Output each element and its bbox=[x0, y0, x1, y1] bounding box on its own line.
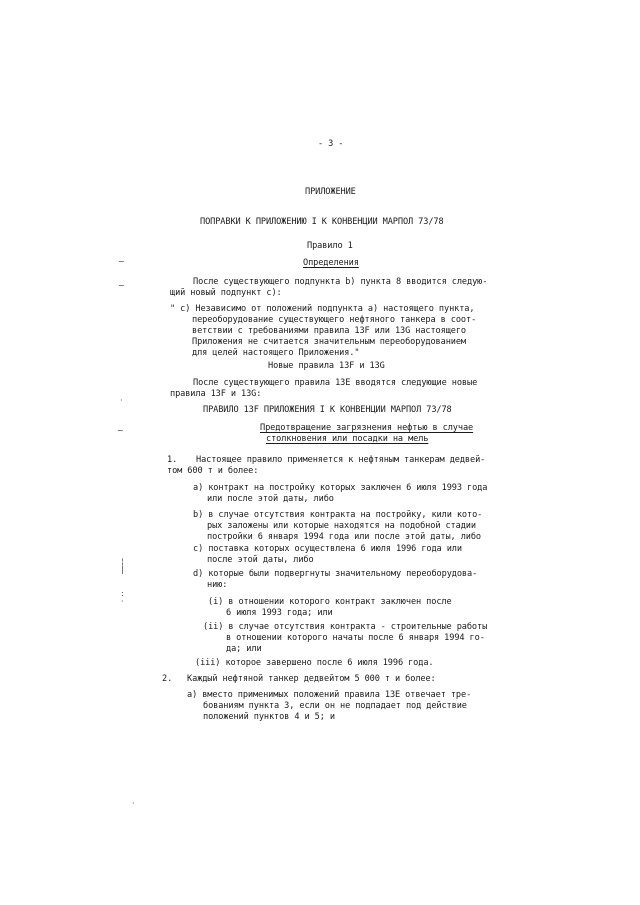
rule1-intro-line1: После существующего подпункта b) пункта 8 вводится следую- bbox=[193, 277, 488, 287]
margin-speck: | bbox=[121, 565, 124, 574]
para1-line1: Настоящее правило применяется к нефтяным танкерам дедвей- bbox=[196, 455, 486, 465]
subitem-i-line1: (i) в отношении которого контракт заключен после bbox=[208, 597, 452, 607]
page-number: - 3 - bbox=[318, 139, 344, 149]
rule13f-subtitle-line1: Предотвращение загрязнения нефтью в случае bbox=[260, 423, 474, 433]
new-rules-intro-line1: После существующего правила 13E вводятся следующие новые bbox=[193, 378, 478, 388]
item-d-line2: нию: bbox=[207, 580, 228, 590]
margin-speck: ¦ bbox=[121, 557, 124, 566]
subitem-ii-line1: (ii) в случае отсутствия контракта - строительные работы bbox=[203, 622, 488, 632]
para2-item-a-line3: положений пунктов 4 и 5; и bbox=[203, 712, 335, 722]
clause-c-line1: " c) Независимо от положений подпункта a) настоящего пункта, bbox=[170, 304, 475, 314]
margin-speck: · bbox=[132, 799, 135, 808]
item-a-line2: или после этой даты, либо bbox=[207, 494, 334, 504]
para2-item-a-line1: a) вместо применимых положений правила 13E отвечает тре- bbox=[187, 690, 472, 700]
margin-speck: ~ bbox=[118, 281, 125, 290]
rule13f-title: ПРАВИЛО 13F ПРИЛОЖЕНИЯ I К КОНВЕНЦИИ МАРПОЛ 73/78 bbox=[203, 405, 452, 415]
subitem-iii: (iii) которое завершено после 6 июля 1996 года. bbox=[195, 658, 434, 668]
clause-c-line5: для целей настоящего Приложения." bbox=[192, 348, 360, 358]
rule13f-subtitle-line2: столкновения или посадки на мель bbox=[266, 434, 429, 444]
rule1-intro-line2: щий новый подпункт c): bbox=[170, 288, 282, 298]
clause-c-line4: Приложения не считается значительным переоборудованием bbox=[192, 337, 466, 347]
margin-speck: ~ bbox=[117, 426, 124, 435]
margin-speck: ~ bbox=[118, 257, 125, 266]
rule1-title: Правило 1 bbox=[307, 241, 353, 251]
item-c-line2: после этой даты, либо bbox=[207, 555, 314, 565]
subitem-ii-line2: в отношении которого начаты после 6 января 1994 го- bbox=[226, 633, 485, 643]
para2-item-a-line2: бованиям пункта 3, если он не подпадает под действие bbox=[203, 701, 467, 711]
amendments-title: ПОПРАВКИ К ПРИЛОЖЕНИЮ I К КОНВЕНЦИИ МАРПОЛ 73/78 bbox=[200, 217, 444, 227]
new-rules-intro-line2: правила 13F и 13G: bbox=[170, 389, 262, 399]
item-a-line1: a) контракт на постройку которых заключен 6 июля 1993 года bbox=[193, 483, 488, 493]
new-rules-title: Новые правила 13F и 13G bbox=[268, 361, 385, 371]
subitem-i-line2: 6 июля 1993 года; или bbox=[226, 608, 333, 618]
subitem-ii-line3: да; или bbox=[226, 644, 262, 654]
clause-c-line2: переоборудование существующего нефтяного танкера в соот- bbox=[192, 315, 477, 325]
para2-number: 2. bbox=[162, 674, 173, 684]
margin-speck: · bbox=[120, 396, 123, 405]
item-c-line1: c) поставка которых осуществлена 6 июля 1996 года или bbox=[193, 544, 462, 554]
para1-line2: том 600 т и более: bbox=[167, 466, 259, 476]
definitions-heading: Определения bbox=[303, 258, 359, 268]
margin-speck: : bbox=[121, 589, 124, 598]
para2-line1: Каждый нефтяной танкер дедвейтом 5 000 т и более: bbox=[187, 674, 436, 684]
margin-speck: · bbox=[121, 597, 124, 606]
item-b-line1: b) в случае отсутствия контракта на постройку, кили кото- bbox=[193, 510, 483, 520]
item-b-line3: постройки 6 января 1994 года или после этой даты, либо bbox=[207, 532, 481, 542]
item-b-line2: рых заложены или которые находятся на подобной стадии bbox=[207, 521, 476, 531]
para1-number: 1. bbox=[167, 455, 178, 465]
appendix-heading: ПРИЛОЖЕНИЕ bbox=[305, 187, 356, 197]
clause-c-line3: ветствии с требованиями правила 13F или 13G настоящего bbox=[192, 326, 466, 336]
item-d-line1: d) которые были подвергнуты значительному переоборудова- bbox=[193, 569, 478, 579]
